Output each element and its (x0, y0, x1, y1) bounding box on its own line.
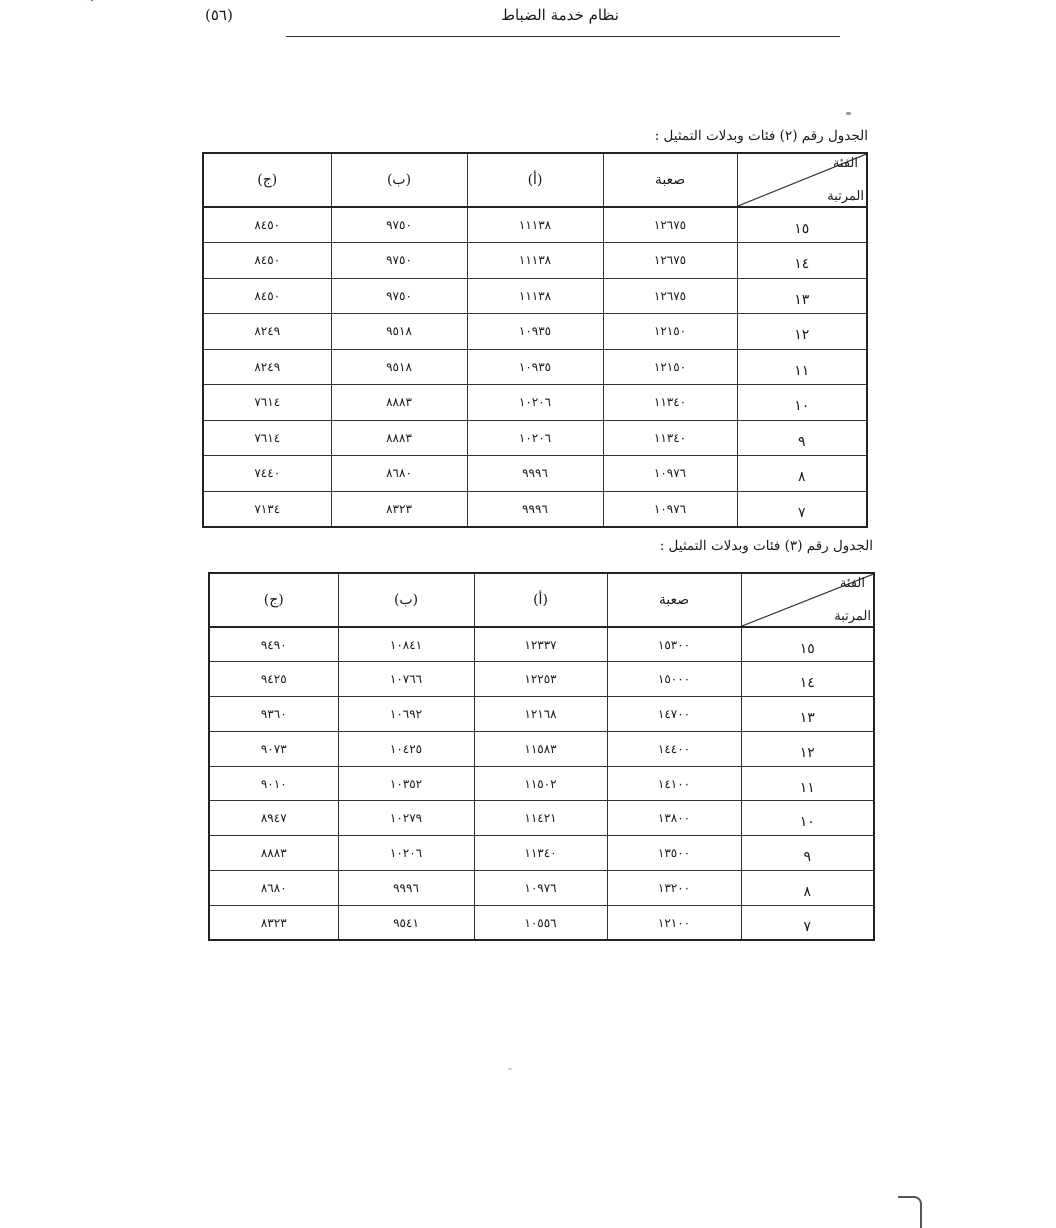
value-cell: ٨٨٨٣ (331, 420, 467, 456)
table-row (203, 456, 867, 492)
value-cell: ١٠٥٥٦ (474, 905, 607, 940)
value-cell: ٨٨٨٣ (209, 836, 338, 871)
value-cell: ١٣٢٠٠ (607, 871, 741, 906)
value-cell: ١٠٢٧٩ (338, 801, 474, 836)
value-cell: ٨٣٢٣ (331, 491, 467, 527)
value-cell: ١١٥٠٢ (474, 766, 607, 801)
value-cell: ٩٧٥٠ (331, 243, 467, 279)
value-cell: ١١١٣٨ (467, 278, 603, 314)
value-cell: ٧٦١٤ (203, 420, 331, 456)
value-cell: ٩٩٩٦ (467, 456, 603, 492)
value-cell: ١٣٥٠٠ (607, 836, 741, 871)
column-header-c: (ج) (209, 573, 338, 627)
column-header-b: (ب) (331, 153, 467, 207)
rank-cell: ١٥ (741, 627, 874, 662)
value-cell: ٨٦٨٠ (209, 871, 338, 906)
table-row (209, 836, 874, 871)
value-cell: ١٠٩٣٥ (467, 349, 603, 385)
value-cell: ١١٣٤٠ (603, 385, 737, 421)
value-cell: ١٠٦٩٢ (338, 697, 474, 732)
value-cell: ٩٠١٠ (209, 766, 338, 801)
value-cell: ١٤١٠٠ (607, 766, 741, 801)
value-cell: ١١٥٨٣ (474, 731, 607, 766)
table-row (203, 491, 867, 527)
rank-cell: ١١ (741, 766, 874, 801)
value-cell: ١٠٢٠٦ (467, 420, 603, 456)
rank-cell: ٧ (737, 491, 867, 527)
rank-cell: ٩ (741, 836, 874, 871)
value-cell: ٩٥١٨ (331, 314, 467, 350)
column-header-difficult: صعبة (607, 573, 741, 627)
rank-cell: ١٠ (737, 385, 867, 421)
value-cell: ٩٧٥٠ (331, 207, 467, 243)
rank-cell: ١٤ (741, 662, 874, 697)
table-header-row (203, 153, 867, 207)
table-2 (202, 152, 868, 528)
value-cell: ٨٤٥٠ (203, 278, 331, 314)
rank-label: المرتبة (827, 189, 864, 204)
value-cell: ٩٤٩٠ (209, 627, 338, 662)
value-cell: ٨٢٤٩ (203, 314, 331, 350)
value-cell: ٧٤٤٠ (203, 456, 331, 492)
table-row (203, 385, 867, 421)
value-cell: ٨٤٥٠ (203, 243, 331, 279)
value-cell: ١٣٨٠٠ (607, 801, 741, 836)
value-cell: ٨٨٨٣ (331, 385, 467, 421)
table-row (203, 314, 867, 350)
table-row (209, 662, 874, 697)
category-label: الفئة (832, 156, 858, 171)
rank-cell: ١٢ (741, 731, 874, 766)
value-cell: ١٠٨٤١ (338, 627, 474, 662)
value-cell: ١٤٤٠٠ (607, 731, 741, 766)
value-cell: ١٢١٥٠ (603, 314, 737, 350)
page-number: (٥٦) (205, 6, 233, 24)
table-row (203, 278, 867, 314)
value-cell: ١٢٦٧٥ (603, 243, 737, 279)
value-cell: ٨٩٤٧ (209, 801, 338, 836)
table-3-caption: الجدول رقم (٣) فئات وبدلات التمثيل : (659, 538, 873, 554)
value-cell: ٧١٣٤ (203, 491, 331, 527)
corner-ink-mark (91, 0, 110, 10)
value-cell: ١٠٣٥٢ (338, 766, 474, 801)
category-label: الفئة (839, 576, 865, 591)
value-cell: ٩٩٩٦ (338, 871, 474, 906)
value-cell: ٨٤٥٠ (203, 207, 331, 243)
rank-cell: ١٢ (737, 314, 867, 350)
value-cell: ١١٣٤٠ (474, 836, 607, 871)
value-cell: ٩٥٤١ (338, 905, 474, 940)
table-header-row (209, 573, 874, 627)
value-cell: ١٢٢٥٣ (474, 662, 607, 697)
table-row (209, 871, 874, 906)
column-header-difficult: صعبة (603, 153, 737, 207)
value-cell: ١٢٦٧٥ (603, 278, 737, 314)
table-row (203, 243, 867, 279)
rank-cell: ٩ (737, 420, 867, 456)
value-cell: ١٢١٠٠ (607, 905, 741, 940)
value-cell: ١٢٣٣٧ (474, 627, 607, 662)
column-header-a: (أ) (467, 153, 603, 207)
value-cell: ٨٦٨٠ (331, 456, 467, 492)
column-header-b: (ب) (338, 573, 474, 627)
value-cell: ٩٩٩٦ (467, 491, 603, 527)
value-cell: ١٠٩٧٦ (603, 491, 737, 527)
table-row (209, 627, 874, 662)
value-cell: ٨٣٢٣ (209, 905, 338, 940)
diagonal-header-cell (741, 573, 874, 627)
table-row (209, 801, 874, 836)
value-cell: ١٢١٥٠ (603, 349, 737, 385)
scan-speck (846, 112, 851, 115)
rank-cell: ٨ (737, 456, 867, 492)
value-cell: ١٢١٦٨ (474, 697, 607, 732)
value-cell: ١١٤٢١ (474, 801, 607, 836)
value-cell: ١١١٣٨ (467, 243, 603, 279)
scan-speck (508, 1068, 512, 1070)
table-row (209, 697, 874, 732)
value-cell: ١٥٠٠٠ (607, 662, 741, 697)
table-row (203, 207, 867, 243)
rank-cell: ١٠ (741, 801, 874, 836)
rank-cell: ٧ (741, 905, 874, 940)
page-edge-bracket (898, 1196, 922, 1228)
value-cell: ١٠٩٧٦ (603, 456, 737, 492)
rank-cell: ١٤ (737, 243, 867, 279)
value-cell: ١٢٦٧٥ (603, 207, 737, 243)
header-divider (286, 36, 840, 37)
value-cell: ١١١٣٨ (467, 207, 603, 243)
value-cell: ١٠٩٣٥ (467, 314, 603, 350)
rank-cell: ١٣ (741, 697, 874, 732)
value-cell: ٩٤٢٥ (209, 662, 338, 697)
value-cell: ٩٥١٨ (331, 349, 467, 385)
rank-label: المرتبة (834, 609, 871, 624)
value-cell: ١٥٣٠٠ (607, 627, 741, 662)
table-row (203, 349, 867, 385)
value-cell: ٩٣٦٠ (209, 697, 338, 732)
value-cell: ١٠٢٠٦ (338, 836, 474, 871)
value-cell: ١٤٧٠٠ (607, 697, 741, 732)
table-3 (208, 572, 875, 941)
column-header-c: (ج) (203, 153, 331, 207)
table-2-caption: الجدول رقم (٢) فئات وبدلات التمثيل : (654, 128, 868, 144)
rank-cell: ٨ (741, 871, 874, 906)
column-header-a: (أ) (474, 573, 607, 627)
rank-cell: ١١ (737, 349, 867, 385)
rank-cell: ١٥ (737, 207, 867, 243)
table-row (209, 731, 874, 766)
page-header-title: نظام خدمة الضباط (501, 6, 619, 24)
value-cell: ١٠٢٠٦ (467, 385, 603, 421)
rank-cell: ١٣ (737, 278, 867, 314)
value-cell: ٩٧٥٠ (331, 278, 467, 314)
table-row (203, 420, 867, 456)
value-cell: ١٠٤٢٥ (338, 731, 474, 766)
value-cell: ١٠٧٦٦ (338, 662, 474, 697)
value-cell: ٩٠٧٣ (209, 731, 338, 766)
value-cell: ٨٢٤٩ (203, 349, 331, 385)
table-row (209, 766, 874, 801)
value-cell: ١١٣٤٠ (603, 420, 737, 456)
value-cell: ٧٦١٤ (203, 385, 331, 421)
value-cell: ١٠٩٧٦ (474, 871, 607, 906)
table-row (209, 905, 874, 940)
diagonal-header-cell (737, 153, 867, 207)
